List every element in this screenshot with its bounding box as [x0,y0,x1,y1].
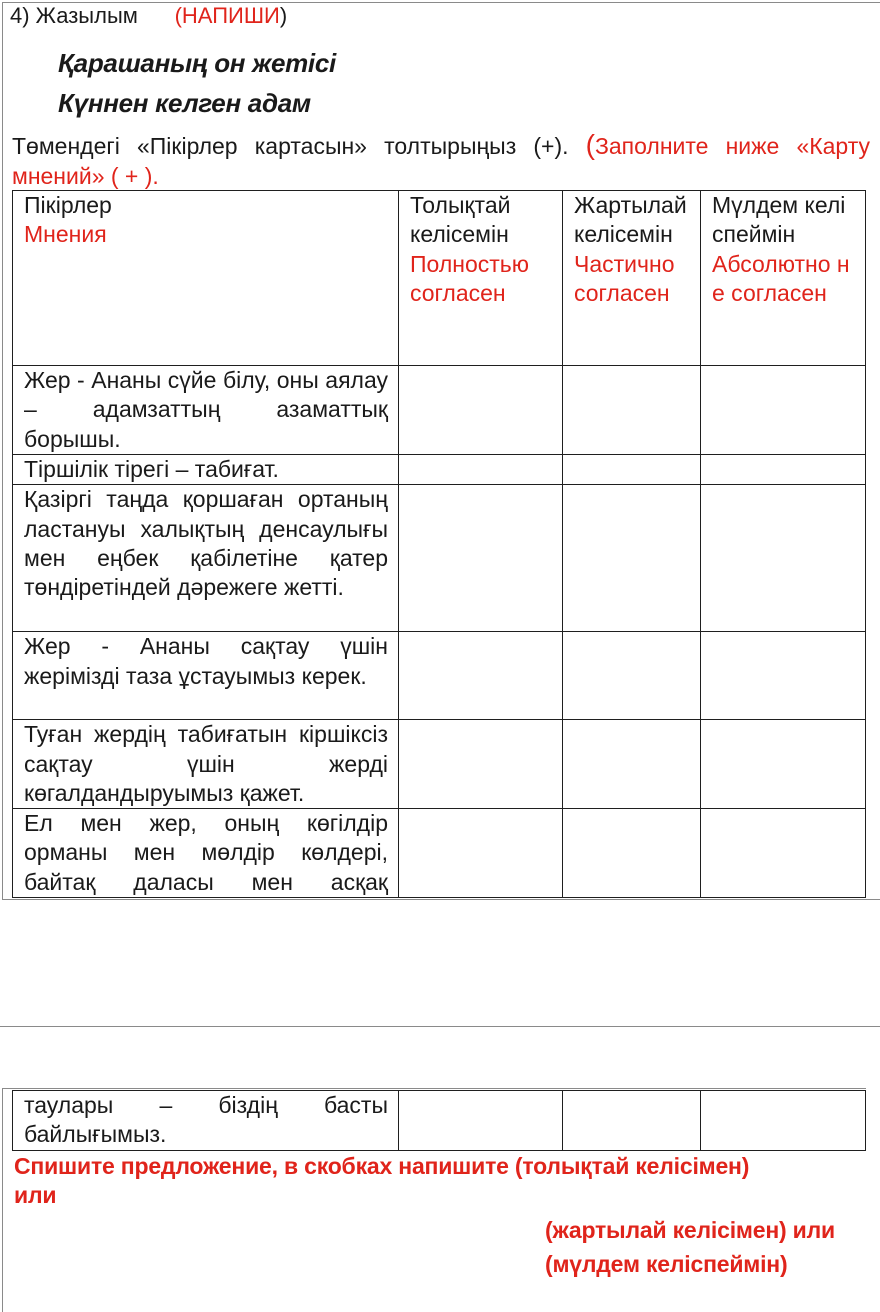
cell-partly-agree[interactable] [563,455,701,485]
footer-instruction-line4: (мүлдем келіспеймін) [545,1251,788,1277]
header-disagree-ru: Абсолютно не согласен [712,250,850,306]
cell-disagree[interactable] [701,809,866,898]
footer-instruction-line3: (жартылай келісімен) или [545,1217,835,1243]
task-heading [10,2,287,30]
footer-instruction-line1: Спишите предложение, в скобках напишите (толықтай келісімен) [14,1153,750,1179]
page-left-edge [2,1088,3,1312]
cell-disagree[interactable] [701,720,866,809]
cell-partly-agree[interactable] [563,809,701,898]
opinion-text: Қазіргі таңда қоршаған ортаның ластануы халықтың денсаулығы мен еңбек қабілетіне қатер төндіретіндей дәрежеге жетті. [13,485,399,632]
opinion-text: Жер - Ананы сақтау үшін жерімізді таза ұстауымыз керек. [13,632,399,720]
table-row [13,455,866,485]
table-row [13,1091,866,1151]
footer-instruction-line2: или [14,1182,57,1208]
header-fully-agree-ru: Полностью согласен [410,250,529,306]
opinion-map-table-continued [12,1090,866,1151]
table-row [13,632,866,720]
instruction-kazakh: Төмендегі «Пікірлер картасын» толтырыңыз (+). [12,133,569,159]
cell-disagree[interactable] [701,455,866,485]
cell-partly-agree[interactable] [563,366,701,455]
cell-fully-agree[interactable] [399,1091,563,1151]
cell-fully-agree[interactable] [399,720,563,809]
opinion-map-table [12,190,866,898]
cell-fully-agree[interactable] [399,809,563,898]
opinion-text: Тіршілік тірегі – табиғат. [13,455,399,485]
header-disagree [701,191,866,366]
header-opinions-kz: Пікірлер [24,192,112,218]
cell-disagree[interactable] [701,366,866,455]
cell-fully-agree[interactable] [399,485,563,632]
topic-title-2: Күннен келген адам [58,88,311,118]
table-row [13,809,866,898]
cell-disagree[interactable] [701,632,866,720]
header-fully-agree [399,191,563,366]
cell-partly-agree[interactable] [563,485,701,632]
table-row [13,485,866,632]
header-opinions [13,191,399,366]
header-opinions-ru: Мнения [24,221,107,248]
task-number: 4) Жазылым [10,3,138,28]
cell-partly-agree[interactable] [563,632,701,720]
cell-fully-agree[interactable] [399,366,563,455]
cell-partly-agree[interactable] [563,1091,701,1151]
table-row [13,366,866,455]
header-partly-agree-ru: Частично согласен [574,250,675,306]
page-divider [0,1026,880,1027]
topic-title-1: Қарашаның он жетісі [58,48,336,78]
header-fully-agree-kz: Толықтай келісемін [410,192,511,248]
header-disagree-kz: Мүлдем келіспеймін [712,192,846,248]
cell-disagree[interactable] [701,485,866,632]
opinion-text: Ел мен жер, оның көгілдір орманы мен мөлдір көлдері, байтақ даласы мен асқақ [13,809,399,898]
header-partly-agree-kz: Жартылай келісемін [574,192,687,248]
instruction [12,130,870,191]
task-close-paren: ) [279,3,288,28]
header-partly-agree [563,191,701,366]
page-continue-top [2,1088,866,1089]
opinion-text: Жер - Ананы сүйе білу, оны аялау – адамзаттың азаматтық борышы. [13,366,399,455]
task-translation: (НАПИШИ [174,3,280,28]
opinion-text: таулары – біздің басты байлығымыз. [13,1091,399,1151]
cell-fully-agree[interactable] [399,632,563,720]
table-row [13,720,866,809]
instruction-open-paren: ( [585,129,595,160]
cell-disagree[interactable] [701,1091,866,1151]
instruction-russian: Заполните ниже «Карту мнений» ( + ). [12,133,871,189]
opinion-text: Туған жердің табиғатын кіршіксіз сақтау үшін жерді көгалдандыруымыз қажет. [13,720,399,809]
cell-partly-agree[interactable] [563,720,701,809]
cell-fully-agree[interactable] [399,455,563,485]
table-header-row [13,191,866,366]
